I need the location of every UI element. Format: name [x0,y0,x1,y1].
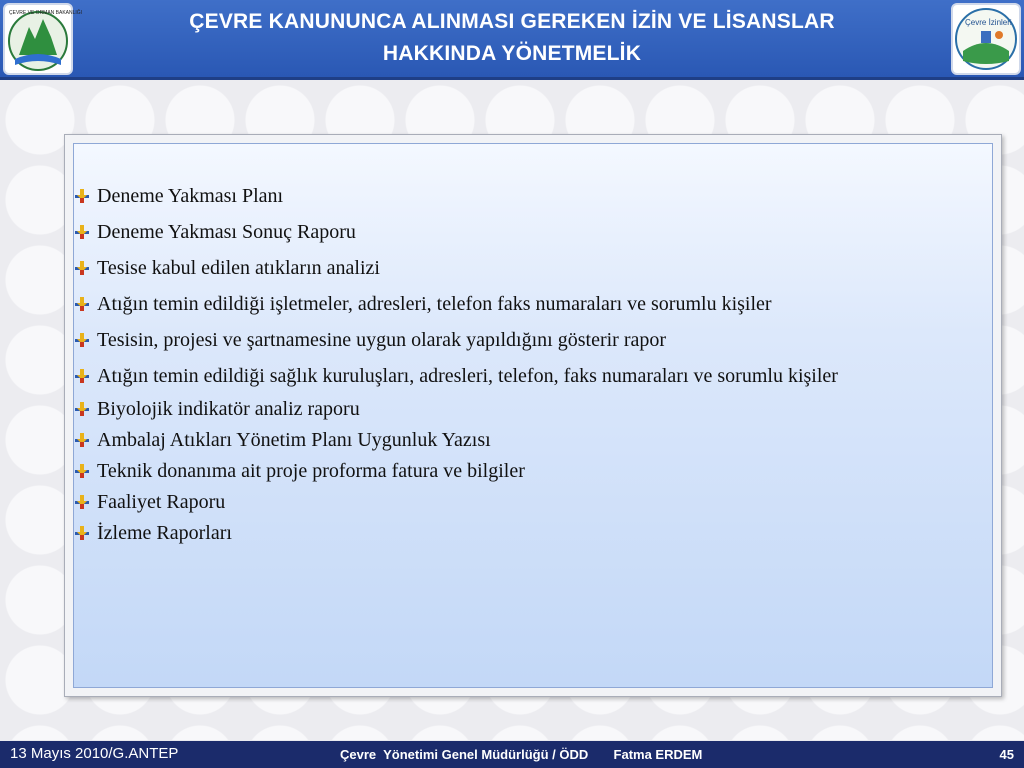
page-title [90,6,934,70]
list-item-text: Faaliyet Raporu [97,491,226,513]
list-item-text: Deneme Yakması Planı [97,185,284,207]
list-item-text: Ambalaj Atıkları Yönetim Planı Uygunluk Yazısı [97,429,491,451]
ministry-logo-icon [5,5,83,73]
list-item [74,358,994,394]
arrow-bullet-icon [74,432,90,448]
footer-organization: Çevre Yönetimi Genel Müdürlüğü / ÖDD Fatma ERDEM [340,747,703,762]
arrow-bullet-icon [74,494,90,510]
cevre-izinleri-logo-icon [953,5,1019,73]
arrow-bullet-icon [74,260,90,276]
list-item [74,250,994,286]
arrow-bullet-icon [74,525,90,541]
slide-header [0,0,1024,80]
list-item-text: Atığın temin edildiği işletmeler, adresleri, telefon faks numaraları ve sorumlu kişiler [97,293,772,315]
requirements-list [74,178,994,549]
list-item-text: Biyolojik indikatör analiz raporu [97,398,360,420]
list-item-text: Teknik donanıma ait proje proforma fatura ve bilgiler [97,460,525,482]
page-number: 45 [999,747,1014,762]
title-line-2: HAKKINDA YÖNETMELİK [382,42,642,65]
ministry-logo-text: ÇEVRE VE ORMAN BAKANLIĞI [9,10,83,16]
slide-footer [0,741,1024,768]
list-item-text: İzleme Raporları [97,522,232,544]
list-item-text: Tesise kabul edilen atıkların analizi [97,257,380,279]
cevre-izinleri-logo-text: Çevre İzinleri [965,18,1012,27]
title-line-1: ÇEVRE KANUNUNCA ALINMASI GEREKEN İZİN VE LİSANSLAR [189,10,835,33]
arrow-bullet-icon [74,296,90,312]
list-item-text: Tesisin, projesi ve şartnamesine uygun olarak yapıldığını gösterir rapor [97,329,667,351]
list-item [74,394,994,425]
arrow-bullet-icon [74,332,90,348]
list-item [74,322,994,358]
list-item [74,178,994,214]
list-item [74,487,994,518]
list-item [74,518,994,549]
list-item [74,425,994,456]
footer-date: 13 Mayıs 2010/G.ANTEP [10,745,179,762]
list-item [74,214,994,250]
arrow-bullet-icon [74,224,90,240]
list-item [74,456,994,487]
list-item [74,286,994,322]
ministry-logo [3,3,83,75]
arrow-bullet-icon [74,368,90,384]
list-item-text: Deneme Yakması Sonuç Raporu [97,221,356,243]
arrow-bullet-icon [74,188,90,204]
list-item-text: Atığın temin edildiği sağlık kuruluşları, adresleri, telefon, faks numaraları ve sorumlu kişiler [97,365,838,387]
arrow-bullet-icon [74,463,90,479]
cevre-izinleri-logo [951,3,1021,75]
arrow-bullet-icon [74,401,90,417]
